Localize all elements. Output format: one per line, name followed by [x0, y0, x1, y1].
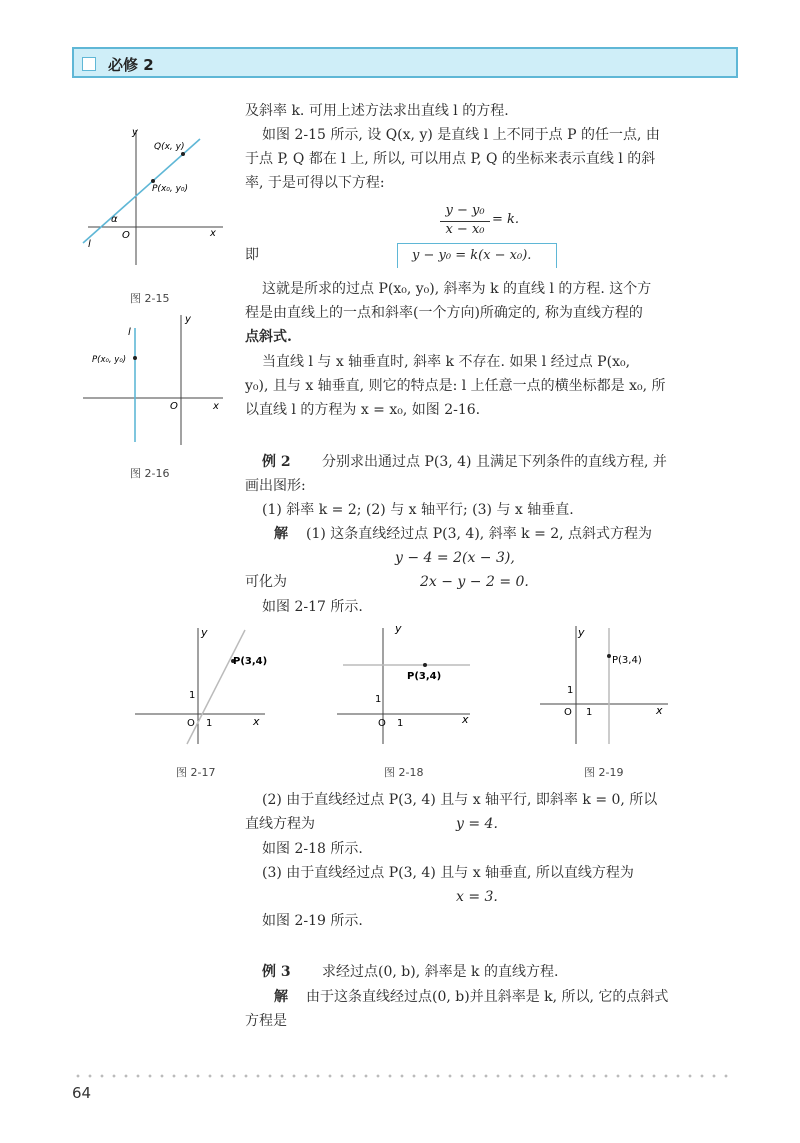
figure-2-18-caption: 图 2-18 [384, 766, 424, 779]
solution-label: 解 [274, 526, 288, 542]
solution-1-equation: y − 4 = 2(x − 3), [395, 550, 515, 566]
svg-text:Q(x, y): Q(x, y) [154, 142, 185, 152]
svg-text:x: x [462, 713, 469, 726]
solution-label-2: 解 [274, 989, 288, 1005]
figure-2-17 [130, 622, 270, 747]
solution-2-equation: y = 4. [456, 816, 498, 832]
figure-2-17-caption: 图 2-17 [176, 766, 216, 779]
svg-text:P(3,4): P(3,4) [233, 656, 268, 667]
solution-3: (3) 由于直线经过点 P(3, 4) 且与 x 轴垂直, 所以直线方程为 [262, 865, 634, 881]
svg-text:y: y [395, 622, 402, 635]
svg-text:1: 1 [397, 718, 404, 729]
svg-text:1: 1 [375, 694, 382, 705]
page-header [72, 47, 738, 78]
header-title: 必修 2 [108, 56, 154, 74]
svg-text:1: 1 [206, 718, 213, 729]
solution-2: (2) 由于直线经过点 P(3, 4) 且与 x 轴平行, 即斜率 k = 0, 所以 [262, 792, 658, 808]
svg-text:x: x [656, 704, 663, 717]
header-square-icon [82, 57, 96, 71]
fraction-numerator: y − y₀ [445, 203, 485, 218]
solution-1-equation-2: 2x − y − 2 = 0. [420, 574, 529, 590]
svg-text:P(x₀, y₀): P(x₀, y₀) [152, 184, 189, 194]
figure-2-15-caption: 图 2-15 [130, 292, 170, 305]
text-line-1: 及斜率 k. 可用上述方法求出直线 l 的方程. [245, 103, 509, 119]
figure-2-19-ref: 如图 2-19 所示. [262, 913, 363, 929]
svg-text:O: O [187, 718, 195, 729]
figure-2-18-ref: 如图 2-18 所示. [262, 841, 363, 857]
svg-text:x: x [213, 401, 219, 412]
ji-label: 即 [245, 247, 259, 263]
svg-text:P(3,4): P(3,4) [407, 671, 442, 682]
fraction-equation [440, 203, 560, 243]
svg-text:O: O [378, 718, 386, 729]
text-line-9: y₀), 且与 x 轴垂直, 则它的特点是: l 上任意一点的横坐标都是 x₀, 所 [245, 378, 666, 394]
svg-text:α: α [111, 214, 118, 225]
text-line-8: 当直线 l 与 x 轴垂直时, 斜率 k 不存在. 如果 l 经过点 P(x₀, [262, 354, 631, 370]
fraction-denominator: x − x₀ [445, 222, 485, 237]
svg-text:y: y [132, 127, 138, 138]
svg-text:l: l [128, 327, 131, 338]
svg-text:O: O [170, 401, 178, 412]
example-2-label: 例 2 [262, 454, 291, 470]
svg-text:P(3,4): P(3,4) [612, 655, 642, 666]
figure-2-16 [78, 310, 228, 450]
svg-text:l: l [88, 239, 91, 250]
text-line-3: 于点 P, Q 都在 l 上, 所以, 可以用点 P, Q 的坐标来表示直线 l 的斜 [245, 151, 656, 167]
svg-text:x: x [210, 228, 216, 239]
svg-text:y: y [578, 626, 585, 639]
text-line-6: 程是由直线上的一点和斜率(一个方向)所确定的, 称为直线方程的 [245, 305, 643, 321]
svg-text:1: 1 [567, 685, 574, 696]
figure-2-15 [78, 125, 228, 275]
svg-text:O: O [564, 707, 572, 718]
figure-2-19 [538, 622, 673, 747]
term-point-slope: 点斜式. [245, 329, 292, 345]
fraction-rhs: = k. [492, 212, 520, 227]
page-number: 64 [72, 1084, 92, 1102]
solution-1: (1) 这条直线经过点 P(3, 4), 斜率 k = 2, 点斜式方程为 [306, 526, 653, 542]
solution-2-b: 直线方程为 [245, 816, 315, 832]
figure-2-17-ref: 如图 2-17 所示. [262, 599, 363, 615]
figure-2-16-caption: 图 2-16 [130, 467, 170, 480]
conditions: (1) 斜率 k = 2; (2) 与 x 轴平行; (3) 与 x 轴垂直. [262, 502, 574, 518]
figure-2-18 [335, 622, 475, 747]
footer-dotted-rule [72, 1074, 732, 1078]
svg-text:x: x [253, 715, 260, 728]
svg-text:P(x₀, y₀): P(x₀, y₀) [92, 355, 127, 365]
solution-3-equation: x = 3. [456, 889, 498, 905]
example-2-text-b: 画出图形: [245, 478, 306, 494]
text-line-2: 如图 2-15 所示, 设 Q(x, y) 是直线 l 上不同于点 P 的任一点, 由 [262, 127, 660, 143]
kehua-label: 可化为 [245, 574, 287, 590]
text-line-5: 这就是所求的过点 P(x₀, y₀), 斜率为 k 的直线 l 的方程. 这个方 [262, 281, 652, 297]
text-line-4: 率, 于是可得以下方程: [245, 175, 385, 191]
svg-text:O: O [122, 230, 130, 241]
svg-text:y: y [185, 314, 191, 325]
svg-text:1: 1 [586, 707, 593, 718]
text-line-10: 以直线 l 的方程为 x = x₀, 如图 2-16. [245, 402, 481, 418]
example-3-label: 例 3 [262, 964, 291, 980]
solution-4-b: 方程是 [245, 1013, 287, 1029]
solution-4: 由于这条直线经过点(0, b)并且斜率是 k, 所以, 它的点斜式 [306, 989, 669, 1005]
svg-text:y: y [201, 626, 208, 639]
figure-2-19-caption: 图 2-19 [584, 766, 624, 779]
example-3-text: 求经过点(0, b), 斜率是 k 的直线方程. [322, 964, 559, 980]
svg-text:1: 1 [189, 690, 196, 701]
example-2-text: 分别求出通过点 P(3, 4) 且满足下列条件的直线方程, 并 [322, 454, 667, 470]
boxed-equation: y − y₀ = k(x − x₀). [412, 248, 532, 263]
